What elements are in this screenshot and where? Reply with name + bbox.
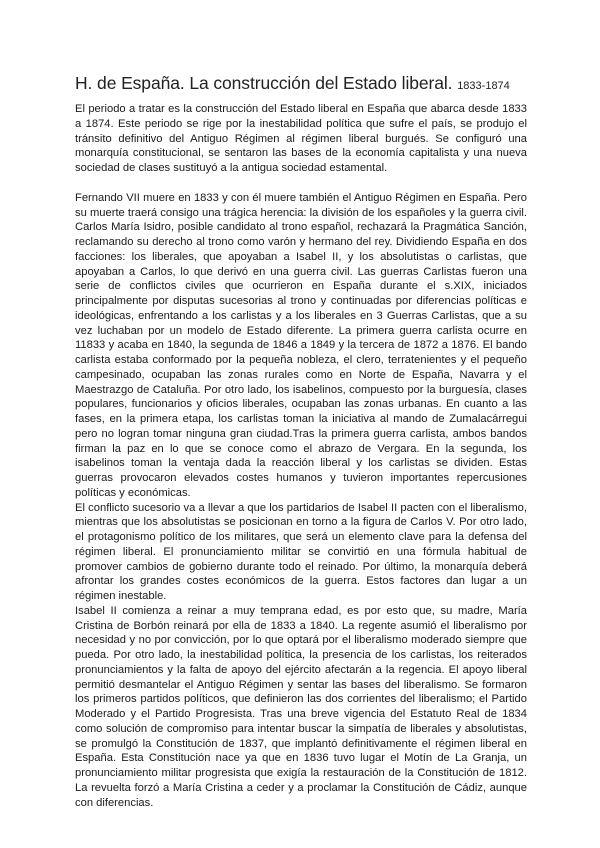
document-title bbox=[75, 72, 527, 97]
succession-conflict-paragraph: El conflicto sucesorio va a llevar a que los partidarios de Isabel II pacten con el liberalismo, mientras que los absolutistas se posicionan en torno a la figura de Carlos V. Por otro lado, el protagonismo político de los militares, que será un elemento clave para la defensa del régimen liberal. El pronunciamiento militar se convirtió en una fórmula habitual de promover cambios de gobierno durante todo el reinado. Por último, la monarquía deberá afrontar los grandes costes económicos de la guerra. Estos factores dan lugar a un régimen inestable. bbox=[75, 501, 527, 602]
carlist-wars-paragraph: Fernando VII muere en 1833 y con él muere también el Antiguo Régimen en España. Pero su muerte traerá consigo una trágica herencia: la división de los españoles y la guerra civil. Carlos María Isidro, posible candidato al trono español, rechazará la Pragmática Sanción, reclamando su derecho al trono como varón y hermano del rey. Dividiendo España en dos facciones: los liberales, que apoyaban a Isabel II, y los absolutistas o carlistas, que apoyaban a Carlos, lo que derivó en una guerra civil. Las guerras Carlistas fueron una serie de conflictos civiles que ocurrieron en España durante el s.XIX, iniciados principalmente por disputas sucesorias al trono y continuadas por diferencias políticas e ideológicas, enfrentando a los carlistas y a los liberales en 3 Guerras Carlistas, que a su vez luchaban por un modelo de Estado diferente. La primera guerra carlista ocurre en 11833 y acaba en 1840, la segunda de 1846 a 1849 y la tercera de 1872 a 1876. El bando carlista estaba conformado por la pequeña nobleza, el clero, terratenientes y el pequeño campesinado, ocupaban las zonas rurales como en Norte de España, Navarra y el Maestrazgo de Cataluña. Por otro lado, los isabelinos, compuesto por la burguesía, clases populares, funcionarios y oficios liberales, ocupaban las zonas urbanas. En cuanto a las fases, en la primera etapa, los carlistas toman la iniciativa al mando de Zumalacárregui pero no logran tomar ninguna gran ciudad.Tras la primera guerra carlista, ambos bandos firman la paz en lo que se conoce como el abrazo de Vergara. En la segunda, los isabelinos toman la ventaja dada la reacción liberal y los carlistas se dividen. Estas guerras provocaron elevados costes humanos y tuvieron importantes repercusiones políticas y económicas. bbox=[75, 191, 527, 499]
regency-paragraph: Isabel II comienza a reinar a muy temprana edad, es por esto que, su madre, María Cristina de Borbón reinará por ella de 1833 a 1840. La regente asumió el liberalismo por necesidad y no por convicción, por lo que optará por el liberalismo moderado siempre que pueda. Por otro lado, la inestabilidad política, la presencia de los carlistas, los reiterados pronunciamientos y la falta de apoyo del ejército afectarán a la regencia. El apoyo liberal permitió desmantelar el Antiguo Régimen y sentar las bases del liberalismo. Se formaron los primeros partidos políticos, que definieron las dos corrientes del liberalismo; el Partido Moderado y el Partido Progresista. Tras una breve vigencia del Estatuto Real de 1834 como solución de compromiso para intentar buscar la simpatía de liberales y absolutistas, se promulgó la Constitución de 1837, que implantó definitivamente el régimen liberal en España. Esta Constitución nace ya que en 1836 tuvo lugar el Motín de La Granja, un pronunciamiento militar progresista que exigía la restauración de la Constitución de 1812. La revuelta forzó a María Cristina a ceder y a proclamar la Constitución de Cádiz, aunque con diferencias. bbox=[75, 604, 527, 809]
title-dates: 1833-1874 bbox=[457, 80, 510, 92]
title-text: H. de España. La construcción del Estado liberal. bbox=[75, 73, 453, 93]
intro-paragraph: El periodo a tratar es la construcción del Estado liberal en España que abarca desde 1833 a 1874. Este periodo se rige por la inestabilidad política que sufre el país, se produjo el tránsito definitivo del Antiguo Régimen al régimen liberal burgués. Se configuró una monarquía constitucional, se sentaron las bases de la economía capitalista y una nueva sociedad de clases sustituyó a la antigua sociedad estamental. bbox=[75, 103, 527, 174]
